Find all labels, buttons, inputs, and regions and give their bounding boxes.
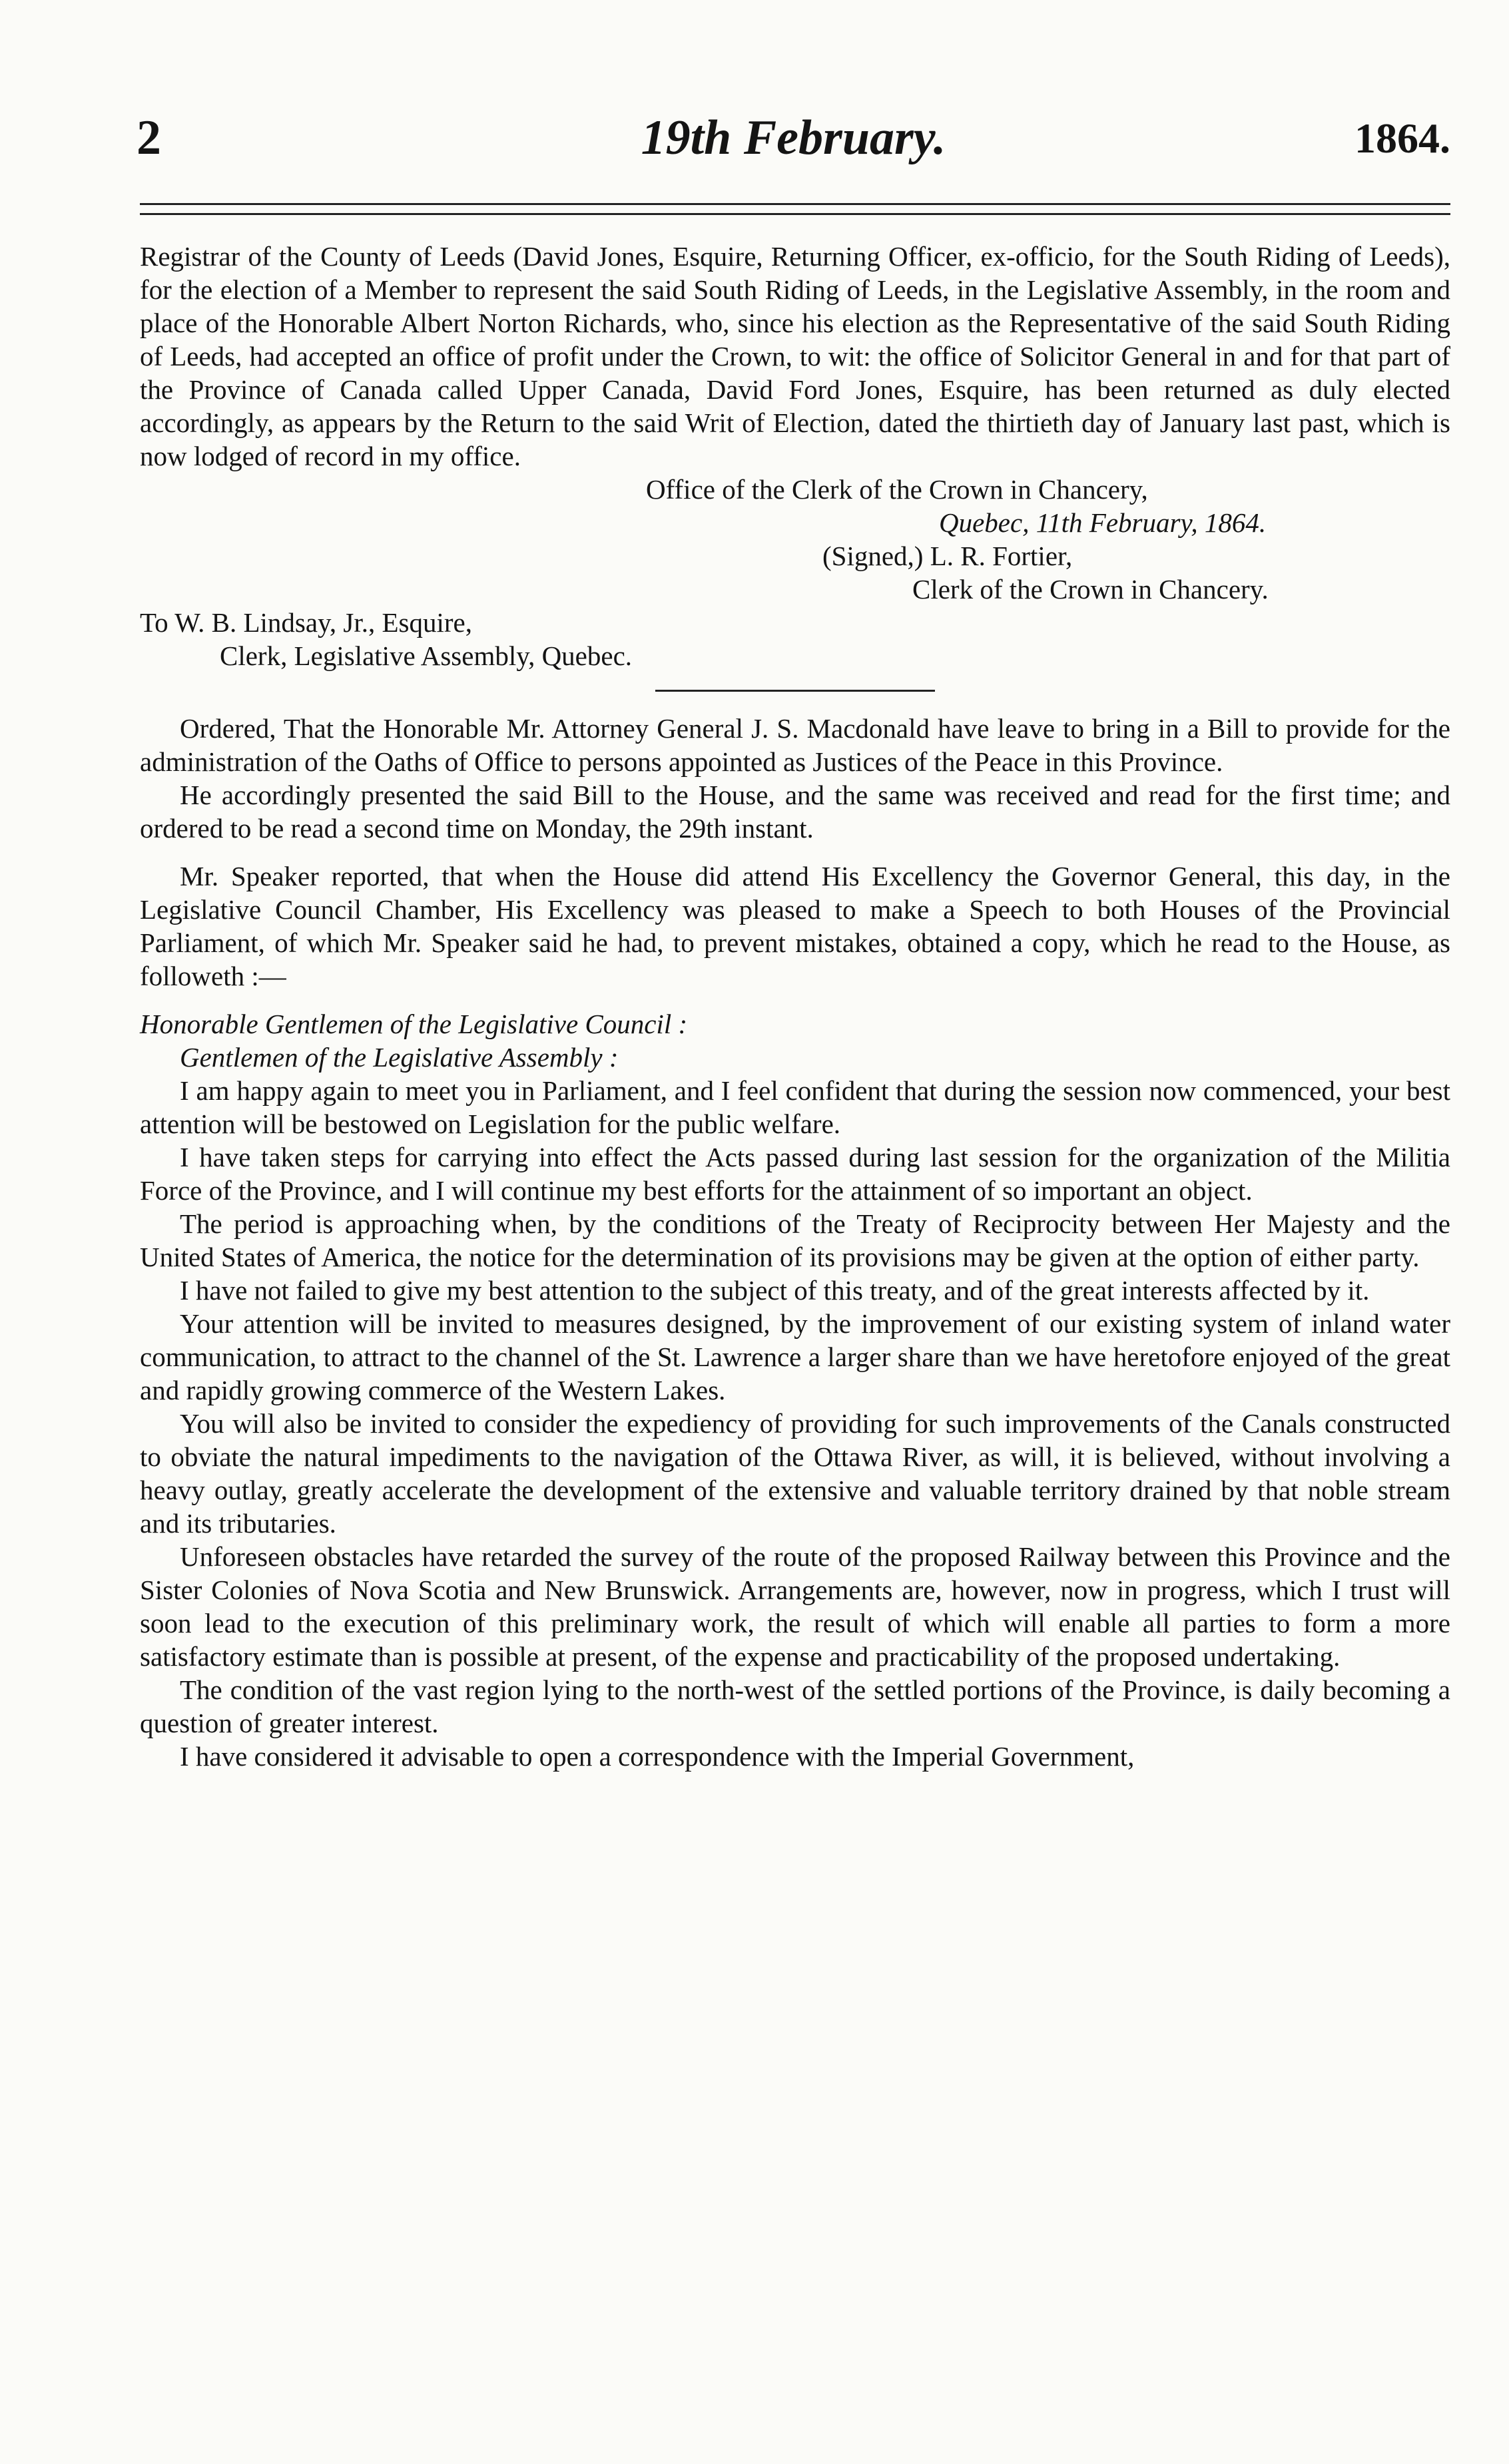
speech-paragraph: The condition of the vast region lying to the north-west of the settled portions of the Province, is daily becoming a question of greater interest. [140, 1674, 1450, 1738]
header-rule-bottom [140, 213, 1450, 215]
addressee-title-line: Clerk, Legislative Assembly, Quebec. [220, 640, 633, 671]
page-number: 2 [137, 111, 161, 165]
salutation-council: Honorable Gentlemen of the Legislative Council : [140, 1009, 688, 1039]
speech-paragraph: I have taken steps for carrying into effect the Acts passed during last session for the organization of the Militia Force of the Province, and I will continue my best efforts for the attainment of so important an object. [140, 1142, 1450, 1206]
place-date-line: Quebec, 11th February, 1864. [939, 507, 1267, 538]
return-paragraph: Registrar of the County of Leeds (David Jones, Esquire, Returning Officer, ex-officio, for the South Riding of Leeds), for the election of a Member to represent the said South Riding of Leeds, in the Legislative Assembly, in the room and place of the Honorable Albert Norton Richards, who, since his election as the Representative of the said South Riding of Leeds, had accepted an office of profit under the Crown, to wit: the office of Solicitor General in and for that part of the Province of Canada called Upper Canada, David Ford Jones, Esquire, has been returned as duly elected accordingly, as appears by the Return to the said Writ of Election, dated the thirtieth day of January last past, which is now lodged of record in my office. [140, 241, 1450, 471]
signed-line: (Signed,) L. R. Fortier, [822, 541, 1073, 571]
speech-paragraph: I have considered it advisable to open a correspondence with the Imperial Government, [180, 1741, 1135, 1772]
speech-paragraph: The period is approaching when, by the conditions of the Treaty of Reciprocity between Her Majesty and the United States of America, the notice for the determination of its provisions may be given at the option of either party. [140, 1208, 1450, 1272]
speech-paragraph: I am happy again to meet you in Parliament, and I feel confident that during the session now commenced, your best attention will be bestowed on Legislation for the public welfare. [140, 1075, 1450, 1139]
page-header [137, 110, 1450, 170]
ordered-paragraph: Ordered, That the Honorable Mr. Attorney General J. S. Macdonald have leave to bring in a Bill to provide for the administration of the Oaths of Office to persons appointed as Justices of the Peace in this Province. [140, 713, 1450, 777]
speech-paragraph: Your attention will be invited to measures designed, by the improvement of our existing system of inland water communication, to attract to the channel of the St. Lawrence a larger share than we have heretofore enjoyed of the great and rapidly growing commerce of the Western Lakes. [140, 1308, 1450, 1405]
speech-paragraph: I have not failed to give my best attention to the subject of this treaty, and of the great interests affected by it. [180, 1275, 1370, 1306]
header-year: 1864. [1355, 115, 1450, 162]
salutation-assembly: Gentlemen of the Legislative Assembly : [180, 1042, 619, 1073]
presented-paragraph: He accordingly presented the said Bill to the House, and the same was received and read for the first time; and ordered to be read a second time on Monday, the 29th instant. [140, 780, 1450, 844]
header-date: 19th February. [641, 111, 946, 165]
addressee-line: To W. B. Lindsay, Jr., Esquire, [140, 607, 472, 638]
office-line: Office of the Clerk of the Crown in Chancery, [646, 474, 1148, 505]
header-rule-top [140, 203, 1450, 205]
clerk-title-line: Clerk of the Crown in Chancery. [912, 574, 1269, 605]
speech-paragraph: Unforeseen obstacles have retarded the survey of the route of the proposed Railway between this Province and the Sister Colonies of Nova Scotia and New Brunswick. Arrangements are, however, now in progress, which I trust will soon lead to the execution of this preliminary work, the result of which will enable all parties to form a more satisfactory estimate than is possible at present, of the expense and practicability of the proposed undertaking. [140, 1541, 1450, 1672]
page-body [140, 240, 1450, 1773]
speaker-paragraph: Mr. Speaker reported, that when the House did attend His Excellency the Governor General, this day, in the Legislative Council Chamber, His Excellency was pleased to make a Speech to both Houses of the Provincial Parliament, of which Mr. Speaker said he had, to prevent mistakes, obtained a copy, which he read to the House, as followeth :— [140, 861, 1450, 991]
section-divider [655, 690, 935, 692]
speech-paragraph: You will also be invited to consider the expediency of providing for such improvements of the Canals constructed to obviate the natural impediments to the navigation of the Ottawa River, as will, it is believed, without involving a heavy outlay, greatly accelerate the development of the extensive and valuable territory drained by that noble stream and its tributaries. [140, 1408, 1450, 1539]
